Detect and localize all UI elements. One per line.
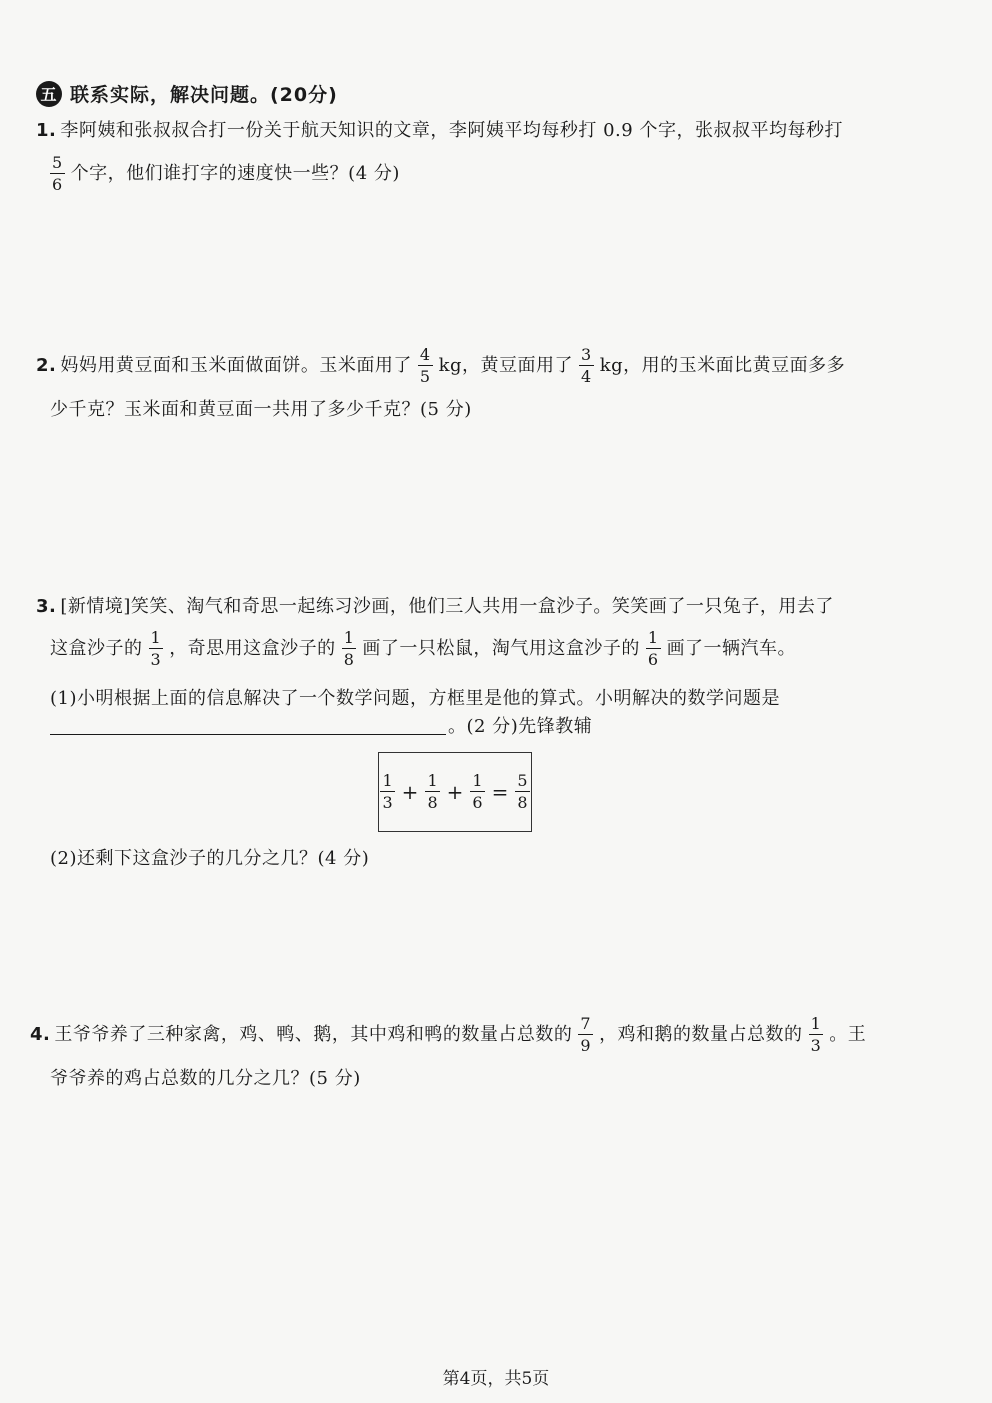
- fraction-numerator: 3: [581, 345, 592, 364]
- question-2-line-1: [36, 347, 845, 385]
- question-3-sub-1-tail: 。(2 分)先锋教辅: [448, 716, 593, 737]
- question-4-text-2: 爷爷养的鸡占总数的几分之几？(5 分): [50, 1068, 361, 1089]
- section-number-badge: 五: [36, 81, 62, 107]
- fraction-numerator: 5: [52, 153, 63, 172]
- question-3-line-2: [50, 630, 796, 668]
- question-4-text-b: ，鸡和鹅的数量占总数的: [599, 1024, 803, 1045]
- fraction-numerator: 1: [382, 771, 393, 790]
- question-3-sub-2: [50, 850, 369, 868]
- fraction-numerator: 4: [419, 345, 431, 364]
- fraction-four-fifths: [418, 347, 433, 385]
- plus-sign: +: [446, 780, 464, 804]
- question-4-line-2: [50, 1070, 361, 1088]
- fraction-numerator: 1: [472, 771, 483, 790]
- fraction-numerator: 1: [427, 771, 438, 790]
- question-2-text-2: 少千克？玉米面和黄豆面一共用了多少千克？(5 分): [50, 399, 472, 420]
- fraction-numerator: 1: [810, 1014, 822, 1033]
- question-1-text-1: 李阿姨和张叔叔合打一份关于航天知识的文章，李阿姨平均每秒打 0.9 个字，张叔叔平均每秒打: [60, 120, 843, 141]
- fraction-seven-ninths: [578, 1016, 593, 1054]
- question-1-number: 1.: [36, 120, 57, 141]
- question-2-number: 2.: [36, 355, 57, 376]
- fraction-numerator: 1: [343, 628, 355, 647]
- question-3-text-a: 这盒沙子的: [50, 638, 143, 659]
- question-1-line-2: [44, 155, 400, 193]
- fraction-denominator: 6: [647, 650, 659, 669]
- question-4-number: 4.: [30, 1024, 51, 1045]
- fraction-denominator: 4: [581, 367, 592, 386]
- fraction-denominator: 8: [427, 793, 438, 812]
- formula-fraction-1: [380, 773, 394, 811]
- fraction-one-eighth: [342, 630, 357, 668]
- fraction-denominator: 6: [52, 175, 63, 194]
- fraction-three-quarters: [579, 347, 594, 385]
- page-footer: 第4页，共5页: [442, 1369, 550, 1389]
- formula-fraction-2: [425, 773, 439, 811]
- fraction-numerator: 7: [580, 1014, 592, 1033]
- fraction-denominator: 3: [810, 1036, 822, 1055]
- fraction-denominator: 3: [150, 650, 162, 669]
- fraction-numerator: 5: [517, 771, 528, 790]
- question-3-text-1: [新情境]笑笑、淘气和奇思一起练习沙画，他们三人共用一盒沙子。笑笑画了一只兔子，用去了: [60, 596, 834, 617]
- question-4-line-1: [30, 1016, 866, 1054]
- question-3-text-c: 画了一只松鼠，淘气用这盒沙子的: [362, 638, 640, 659]
- question-3-text-d: 画了一辆汽车。: [666, 638, 797, 659]
- question-1-line-1: [36, 122, 843, 140]
- fraction-one-third: [809, 1016, 824, 1054]
- question-3-sub-1: [50, 690, 780, 708]
- question-2-text-b: kg，黄豆面用了: [438, 355, 573, 376]
- fraction-five-sixths: [50, 155, 65, 193]
- fraction-one-sixth: [646, 630, 661, 668]
- fraction-denominator: 3: [382, 793, 393, 812]
- question-4-text-c: 。王: [829, 1024, 867, 1045]
- question-4-text-a: 王爷爷养了三种家禽，鸡、鸭、鹅，其中鸡和鸭的数量占总数的: [54, 1024, 573, 1045]
- question-3-sub-1-text: (1)小明根据上面的信息解决了一个数学问题，方框里是他的算式。小明解决的数学问题是: [50, 688, 780, 709]
- question-3-sub-1-answer-line: [50, 718, 592, 736]
- question-3-text-b: ，奇思用这盒沙子的: [169, 638, 336, 659]
- fraction-denominator: 9: [580, 1036, 592, 1055]
- question-3-number: 3.: [36, 596, 57, 617]
- fraction-denominator: 5: [419, 367, 431, 386]
- formula-fraction-result: [515, 773, 529, 811]
- fraction-denominator: 8: [343, 650, 355, 669]
- fraction-numerator: 1: [647, 628, 659, 647]
- fraction-one-third: [149, 630, 164, 668]
- section-title: 联系实际，解决问题。(20分): [70, 84, 338, 106]
- fraction-denominator: 6: [472, 793, 483, 812]
- formula-fraction-3: [470, 773, 484, 811]
- question-1-text-2: 个字，他们谁打字的速度快一些？(4 分): [70, 163, 400, 184]
- question-3-line-1: [36, 598, 834, 616]
- fraction-numerator: 1: [150, 628, 162, 647]
- formula-box: [378, 752, 532, 832]
- section-heading: [36, 80, 338, 107]
- plus-sign: +: [401, 780, 419, 804]
- equals-sign: =: [491, 780, 509, 804]
- answer-blank[interactable]: [50, 720, 446, 735]
- question-3-sub-2-text: (2)还剩下这盒沙子的几分之几？(4 分): [50, 848, 370, 869]
- question-2-line-2: [50, 401, 472, 419]
- question-2-text-a: 妈妈用黄豆面和玉米面做面饼。玉米面用了: [60, 355, 412, 376]
- question-2-text-c: kg，用的玉米面比黄豆面多多: [599, 355, 846, 376]
- fraction-denominator: 8: [517, 793, 528, 812]
